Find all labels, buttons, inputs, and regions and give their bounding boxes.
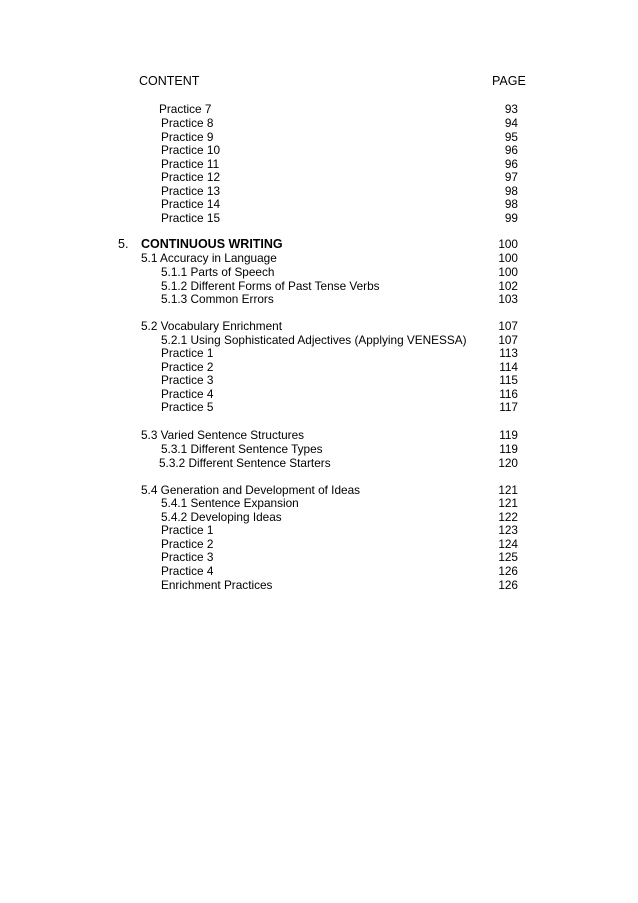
toc-entry	[0, 211, 638, 225]
toc-entry	[0, 157, 638, 171]
toc-entry-page: 121	[498, 496, 518, 510]
toc-entry-page: 99	[504, 211, 518, 225]
toc-entry-label: Practice 13	[161, 184, 221, 198]
toc-entry	[0, 442, 638, 456]
toc-entry-label: Practice 14	[161, 197, 221, 211]
toc-entry-label: Enrichment Practices	[161, 578, 273, 592]
toc-entry	[0, 400, 638, 414]
toc-entry-page: 97	[504, 170, 518, 184]
toc-entry	[0, 279, 638, 293]
toc-entry-label: Practice 15	[161, 211, 221, 225]
toc-entry-page: 114	[499, 360, 518, 374]
section-title: CONTINUOUS WRITING	[141, 237, 283, 251]
toc-entry	[0, 483, 638, 497]
section-number: 5.	[118, 237, 129, 251]
toc-entry-page: 120	[498, 456, 518, 470]
toc-entry-label: Practice 8	[161, 116, 214, 130]
toc-entry	[0, 170, 638, 184]
toc-entry-label: Practice 4	[161, 564, 214, 578]
toc-entry	[0, 265, 638, 279]
toc-entry-label: Practice 1	[161, 346, 214, 360]
toc-entry-page: 102	[498, 279, 518, 293]
toc-entry-page: 121	[498, 483, 518, 497]
toc-entry-label: 5.4.2 Developing Ideas	[161, 510, 282, 524]
toc-entry-label: Practice 3	[161, 550, 214, 564]
toc-entry-page: 98	[504, 184, 518, 198]
toc-entry-page: 117	[499, 400, 518, 414]
toc-entry-page: 126	[498, 564, 518, 578]
toc-entry	[0, 251, 638, 265]
toc-entry-label: 5.2 Vocabulary Enrichment	[141, 319, 282, 333]
toc-entry	[0, 319, 638, 333]
toc-entry	[0, 428, 638, 442]
toc-entry-page: 126	[498, 578, 518, 592]
toc-entry	[0, 523, 638, 537]
toc-entry-page: 98	[504, 197, 518, 211]
toc-entry	[0, 130, 638, 144]
toc-entry-label: 5.1 Accuracy in Language	[141, 251, 277, 265]
toc-entry-label: 5.1.1 Parts of Speech	[161, 265, 275, 279]
toc-entry-label: Practice 12	[161, 170, 221, 184]
toc-entry-page: 96	[504, 157, 518, 171]
toc-entry	[0, 564, 638, 578]
toc-entry	[0, 387, 638, 401]
toc-entry-label: Practice 4	[161, 387, 214, 401]
toc-entry-page: 119	[499, 442, 518, 456]
toc-entry	[0, 292, 638, 306]
toc-entry-label: 5.4.1 Sentence Expansion	[161, 496, 299, 510]
toc-entry-label: 5.3 Varied Sentence Structures	[141, 428, 305, 442]
toc-entry	[0, 116, 638, 130]
toc-entry	[0, 346, 638, 360]
toc-entry-label: Practice 11	[161, 157, 220, 171]
toc-entry-page: 103	[498, 292, 518, 306]
toc-entry-label: 5.1.2 Different Forms of Past Tense Verbs	[161, 279, 380, 293]
toc-entry	[0, 373, 638, 387]
toc-section-heading	[0, 237, 638, 251]
toc-entry-page: 119	[499, 428, 518, 442]
toc-entry	[0, 333, 638, 347]
toc-entry-label: Practice 10	[161, 143, 221, 157]
toc-entry-page: 96	[504, 143, 518, 157]
toc-entry	[0, 184, 638, 198]
toc-entry	[0, 496, 638, 510]
toc-entry	[0, 537, 638, 551]
toc-entry-page: 116	[499, 387, 518, 401]
toc-entry	[0, 102, 638, 116]
toc-entry	[0, 197, 638, 211]
toc-entry-page: 123	[498, 523, 518, 537]
toc-entry-page: 113	[499, 346, 518, 360]
toc-entry-label: 5.2.1 Using Sophisticated Adjectives (Applying VENESSA)	[161, 333, 467, 347]
toc-entry-page: 94	[504, 116, 518, 130]
toc-entry	[0, 550, 638, 564]
toc-entry-page: 93	[504, 102, 518, 116]
content-column-header: CONTENT	[139, 74, 200, 88]
toc-entry-page: 122	[498, 510, 518, 524]
toc-entry-page: 95	[504, 130, 518, 144]
toc-entry-label: Practice 3	[161, 373, 214, 387]
toc-entry-page: 100	[498, 251, 518, 265]
page-column-header: PAGE	[492, 74, 526, 88]
toc-entry-page: 115	[499, 373, 518, 387]
toc-entry	[0, 360, 638, 374]
toc-entry-label: Practice 7	[159, 102, 212, 116]
toc-entry	[0, 578, 638, 592]
toc-entry-page: 124	[498, 537, 518, 551]
toc-entry	[0, 510, 638, 524]
toc-entry-label: 5.3.2 Different Sentence Starters	[159, 456, 331, 470]
toc-entry-label: 5.3.1 Different Sentence Types	[161, 442, 323, 456]
toc-entry-label: Practice 1	[161, 523, 214, 537]
toc-entry	[0, 143, 638, 157]
toc-entry-label: Practice 5	[161, 400, 214, 414]
toc-entry-page: 100	[498, 237, 518, 251]
toc-entry-label: Practice 2	[161, 537, 214, 551]
toc-entry-label: Practice 9	[161, 130, 214, 144]
toc-entry	[0, 456, 638, 470]
toc-entry-page: 100	[498, 265, 518, 279]
toc-entry-page: 107	[498, 333, 518, 347]
toc-entry-page: 107	[498, 319, 518, 333]
toc-entry-page: 125	[498, 550, 518, 564]
toc-entry-label: 5.4 Generation and Development of Ideas	[141, 483, 361, 497]
toc-entry-label: Practice 2	[161, 360, 214, 374]
toc-entry-label: 5.1.3 Common Errors	[161, 292, 274, 306]
